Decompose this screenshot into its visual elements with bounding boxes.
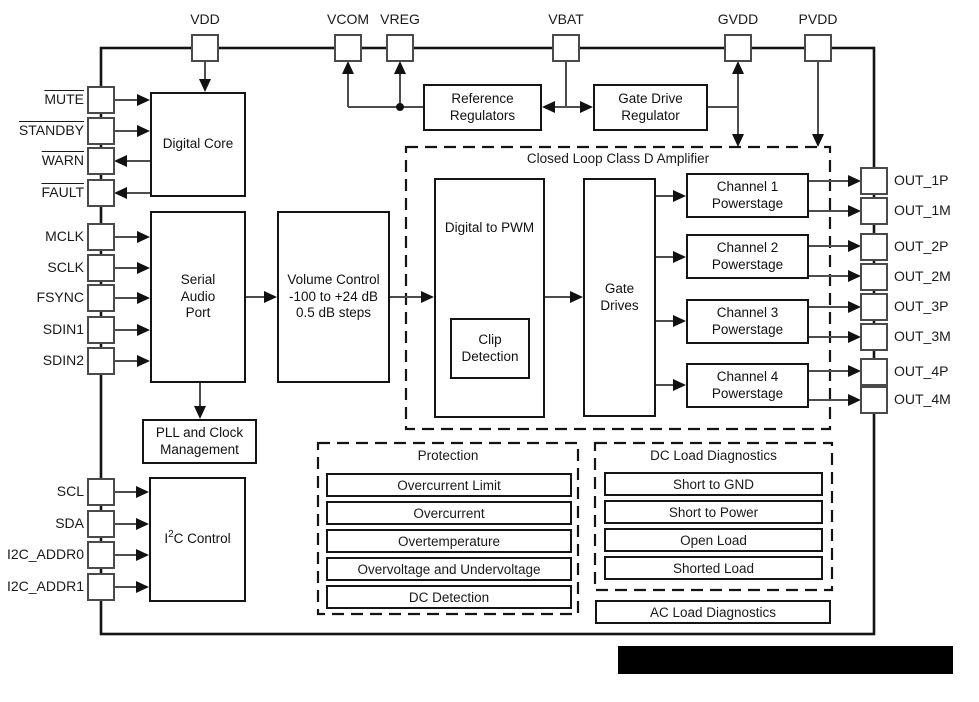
wire-vbat-feed xyxy=(542,61,593,113)
i2c-rest: C Control xyxy=(173,531,231,547)
digital-core-block xyxy=(150,92,246,197)
wire-refreg-to-vcom-vreg xyxy=(342,61,423,111)
pin-out-4m xyxy=(861,387,887,413)
pin-fsync xyxy=(88,285,114,311)
dc-load-item-short-to-power: Short to Power xyxy=(604,500,823,524)
digital-core-label: Digital Core xyxy=(162,136,234,152)
pin-standby xyxy=(88,118,114,144)
pin-label-out-2p: OUT_2P xyxy=(894,238,949,254)
pin-out-4p xyxy=(861,359,887,385)
pin-pvdd xyxy=(805,35,831,61)
protection-item-overcurrent: Overcurrent xyxy=(326,501,572,525)
ch4-line1: Channel 4 xyxy=(716,369,779,385)
pin-fault xyxy=(88,180,114,206)
protection-item-overtemperature: Overtemperature xyxy=(326,529,572,553)
pin-label-out-4p: OUT_4P xyxy=(894,363,949,379)
pin-mute xyxy=(88,87,114,113)
junction-dot xyxy=(396,103,404,111)
pin-label-i2c-addr0: I2C_ADDR0 xyxy=(6,546,84,562)
pin-label-out-2m: OUT_2M xyxy=(894,268,951,284)
pin-out-1m xyxy=(861,198,887,224)
protection-title: Protection xyxy=(417,448,479,463)
pin-out-3p xyxy=(861,294,887,320)
pin-vreg xyxy=(387,35,413,61)
pin-vcom xyxy=(335,35,361,61)
protection-item-overcurrent-limit: Overcurrent Limit xyxy=(326,473,572,497)
i2c-base: I xyxy=(164,531,169,547)
i2c-control-block xyxy=(149,477,246,602)
ch1-line2: Powerstage xyxy=(711,195,784,211)
protection-item-dc-detection: DC Detection xyxy=(326,585,572,609)
wire-pvdd xyxy=(812,61,824,147)
gate-drive-regulator-block xyxy=(593,84,708,131)
volume-line1: Volume Control xyxy=(287,272,380,288)
pin-out-3m xyxy=(861,324,887,350)
pin-label-out-3p: OUT_3P xyxy=(894,298,949,314)
pin-label-fault: FAULT xyxy=(41,184,84,200)
pin-gvdd xyxy=(725,35,751,61)
pin-label-sclk: SCLK xyxy=(47,259,84,275)
volume-line2: -100 to +24 dB xyxy=(289,288,378,304)
pin-vdd xyxy=(192,35,218,61)
ch1-line1: Channel 1 xyxy=(716,179,779,195)
pin-label-sda: SDA xyxy=(55,515,84,531)
clip-line1: Clip xyxy=(478,332,502,348)
pin-out-1p xyxy=(861,168,887,194)
pll-clock-block xyxy=(142,419,257,464)
pin-out-2p xyxy=(861,234,887,260)
pin-label-vdd: VDD xyxy=(190,11,220,27)
channel4-powerstage-block xyxy=(686,363,809,408)
sap-line2: Audio xyxy=(180,288,216,304)
closed-loop-title: Closed Loop Class D Amplifier xyxy=(526,151,710,166)
pin-label-sdin2: SDIN2 xyxy=(42,352,84,368)
pin-vbat xyxy=(553,35,579,61)
ch3-line1: Channel 3 xyxy=(716,305,779,321)
ac-load-diagnostics-block: AC Load Diagnostics xyxy=(595,600,831,624)
pin-sclk xyxy=(88,255,114,281)
volume-line3: 0.5 dB steps xyxy=(295,305,372,321)
ch3-line2: Powerstage xyxy=(711,321,784,337)
sap-line3: Port xyxy=(185,305,211,321)
wires-channel-outputs xyxy=(809,175,861,406)
redacted-label-bar xyxy=(618,646,953,674)
ch4-line2: Powerstage xyxy=(711,385,784,401)
left-pin-squares xyxy=(88,87,114,600)
wires-gate-drives-to-channels xyxy=(656,190,686,391)
dc-load-item-short-to-gnd: Short to GND xyxy=(604,472,823,496)
pin-sdin1 xyxy=(88,317,114,343)
pin-label-vbat: VBAT xyxy=(548,11,584,27)
pin-label-gvdd: GVDD xyxy=(717,11,759,27)
pll-line1: PLL and Clock xyxy=(155,425,244,441)
clip-line2: Detection xyxy=(461,348,519,364)
channel3-powerstage-block xyxy=(686,299,809,344)
i2c-sup: 2 xyxy=(168,529,174,541)
pin-label-pvdd: PVDD xyxy=(798,11,838,27)
pin-i2c-addr0 xyxy=(88,542,114,568)
pin-label-mute: MUTE xyxy=(44,91,84,107)
dc-load-item-open-load: Open Load xyxy=(604,528,823,552)
pin-label-out-1m: OUT_1M xyxy=(894,202,951,218)
pin-label-vcom: VCOM xyxy=(327,11,369,27)
pin-label-standby: STANDBY xyxy=(18,122,84,138)
pin-mclk xyxy=(88,224,114,250)
digital-to-pwm-label: Digital to PWM xyxy=(444,220,535,235)
serial-audio-port-block xyxy=(150,211,246,383)
sap-line1: Serial xyxy=(180,272,216,288)
pin-i2c-addr1 xyxy=(88,574,114,600)
pin-label-warn: WARN xyxy=(41,152,84,168)
pin-sda xyxy=(88,511,114,537)
pin-label-scl: SCL xyxy=(56,483,84,499)
pin-out-2m xyxy=(861,264,887,290)
clip-detection-block xyxy=(450,318,530,379)
wire-gvdd xyxy=(708,61,744,147)
ch2-line2: Powerstage xyxy=(711,256,784,272)
pll-line2: Management xyxy=(160,441,239,457)
gdr-line1: Gate Drive xyxy=(618,91,683,107)
dc-load-item-shorted-load: Shorted Load xyxy=(604,556,823,580)
pin-label-i2c-addr1: I2C_ADDR1 xyxy=(6,578,84,594)
refreg-line2: Regulators xyxy=(449,107,516,123)
pin-label-mclk: MCLK xyxy=(45,228,84,244)
volume-control-block xyxy=(277,211,390,383)
channel1-powerstage-block xyxy=(686,173,809,218)
wires-left-outputs xyxy=(114,155,150,199)
pin-warn xyxy=(88,148,114,174)
refreg-line1: Reference xyxy=(451,91,514,107)
right-pin-squares xyxy=(861,168,887,413)
gate-drives-block xyxy=(583,178,656,417)
gate-drives-line2: Drives xyxy=(600,297,639,313)
pin-label-out-4m: OUT_4M xyxy=(894,391,951,407)
wires-left-inputs xyxy=(114,94,150,593)
digital-to-pwm-block xyxy=(434,178,545,418)
pin-label-vreg: VREG xyxy=(380,11,420,27)
pin-label-out-1p: OUT_1P xyxy=(894,172,949,188)
wire-vdd-to-digital-core xyxy=(199,61,211,92)
pin-sdin2 xyxy=(88,348,114,374)
i2c-control-label xyxy=(164,531,230,547)
pin-scl xyxy=(88,479,114,505)
channel2-powerstage-block xyxy=(686,234,809,279)
pin-label-out-3m: OUT_3M xyxy=(894,328,951,344)
reference-regulators-block xyxy=(423,84,542,131)
gdr-line2: Regulator xyxy=(621,107,680,123)
pin-label-sdin1: SDIN1 xyxy=(42,321,84,337)
dc-load-diagnostics-title: DC Load Diagnostics xyxy=(650,448,777,463)
gate-drives-line1: Gate xyxy=(604,281,635,297)
pin-label-fsync: FSYNC xyxy=(36,289,84,305)
protection-item-overvoltage-undervoltage: Overvoltage and Undervoltage xyxy=(326,557,572,581)
ch2-line1: Channel 2 xyxy=(716,240,779,256)
